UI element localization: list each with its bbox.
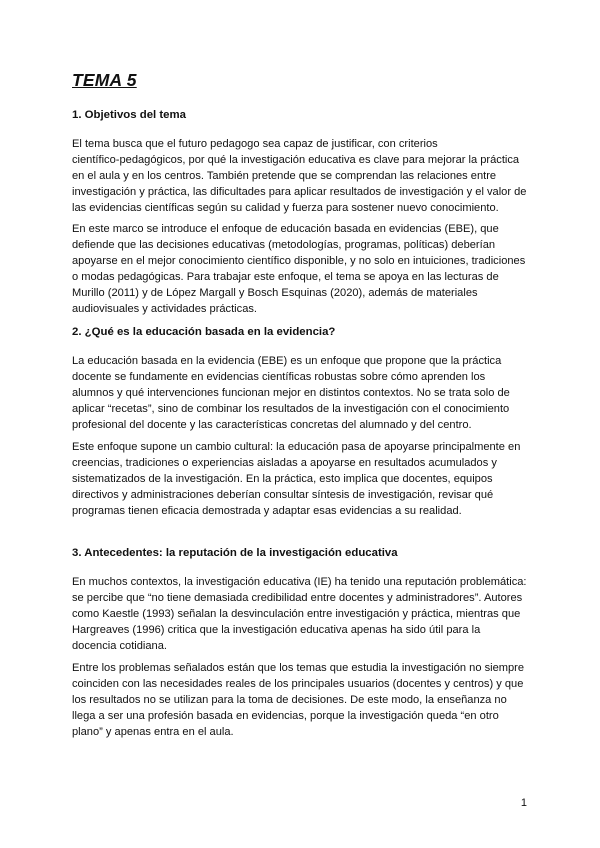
text-line: audiovisuales y actividades prácticas. — [72, 302, 257, 315]
text-line: investigación y práctica, las dificultades para aplicar resultados de investigación y el valor de — [72, 185, 527, 198]
text-line: La educación basada en la evidencia (EBE) es un enfoque que propone que la práctica — [72, 355, 502, 367]
text-line: El tema busca que el futuro pedagogo sea capaz de justificar, con criterios — [72, 138, 438, 150]
text-line: como Kaestle (1993) señalan la desvinculación entre investigación y práctica, mientras que — [72, 607, 521, 620]
text-line: Murillo (2011) y de López Margall y Bosch Esquinas (2020), además de materiales — [72, 286, 478, 299]
text-line: En este marco se introduce el enfoque de educación basada en evidencias (EBE), que — [72, 223, 499, 235]
text-line: alumnos y qué intervenciones funcionan mejor en distintos contextos. No se trata solo de — [72, 386, 510, 399]
text-line: docencia cotidiana. — [72, 639, 167, 652]
text-line: sistematizados de la investigación. En la práctica, esto implica que docentes, equipos — [72, 472, 493, 485]
page-number: 1 — [520, 797, 527, 809]
text-line: aplicar “recetas”, sino de combinar los resultados de la investigación con el conocimiento — [72, 402, 510, 415]
paragraph-1-2 — [72, 222, 542, 317]
paragraph-2-2 — [72, 440, 542, 520]
paragraph-1-1 — [72, 137, 542, 217]
text-line: docente se fundamente en evidencias científicas robustas sobre cómo aprenden los — [72, 370, 486, 383]
text-line: profesional del docente y las características concretas del alumnado y del centro. — [72, 418, 472, 431]
section-heading-1: 1. Objetivos del tema — [72, 109, 186, 121]
text-line: Hargreaves (1996) critica que la investigación educativa apenas ha sido útil para la — [72, 623, 481, 636]
text-line: las evidencias científicas según su calidad y fuerza para sostener nuevo conocimiento. — [72, 201, 499, 214]
text-line: creencias, tradiciones o experiencias aisladas a apoyarse en resultados acumulados y — [72, 456, 497, 469]
text-line: En muchos contextos, la investigación educativa (IE) ha tenido una reputación problemática: — [72, 576, 527, 588]
paragraph-3-2 — [72, 661, 542, 741]
text-line: llega a ser una profesión basada en evidencias, porque la investigación queda “en otro — [72, 709, 499, 722]
text-line: coinciden con las necesidades reales de los principales usuarios (docentes y centros) y que — [72, 677, 524, 690]
text-line: en el aula y en los centros. También pretende que se comprendan las relaciones entre — [72, 169, 497, 182]
text-line: científico-pedagógicos, por qué la investigación educativa es clave para mejorar la práctica — [72, 153, 520, 166]
text-line: se percibe que “no tiene demasiada credibilidad entre docentes y administradores”. Autores — [72, 591, 523, 604]
page-title: TEMA 5 — [72, 70, 137, 90]
section-heading-3: 3. Antecedentes: la reputación de la investigación educativa — [72, 547, 398, 559]
text-line: Entre los problemas señalados están que los temas que estudia la investigación no siempre — [72, 662, 525, 674]
text-line: o modas pedagógicas. Para trabajar este enfoque, el tema se apoya en las lecturas de — [72, 270, 499, 283]
text-line: directivos y administraciones deberían consultar síntesis de investigación, revisar qué — [72, 488, 494, 501]
section-heading-2: 2. ¿Qué es la educación basada en la evidencia? — [72, 326, 336, 338]
text-line: Este enfoque supone un cambio cultural: la educación pasa de apoyarse principalmente en — [72, 441, 521, 453]
text-line: programas tienen eficacia demostrada y adaptar esas evidencias a su realidad. — [72, 504, 462, 517]
paragraph-3-1 — [72, 575, 542, 655]
paragraph-2-1 — [72, 354, 542, 434]
text-line: apoyarse en el mejor conocimiento científico disponible, y no solo en intuiciones, tradiciones — [72, 254, 526, 267]
text-line: los resultados no se utilizan para la toma de decisiones. De este modo, la enseñanza no — [72, 693, 507, 706]
text-line: plano” y apenas entra en el aula. — [72, 725, 234, 738]
text-line: defiende que las decisiones educativas (metodologías, programas, políticas) deberían — [72, 238, 496, 251]
